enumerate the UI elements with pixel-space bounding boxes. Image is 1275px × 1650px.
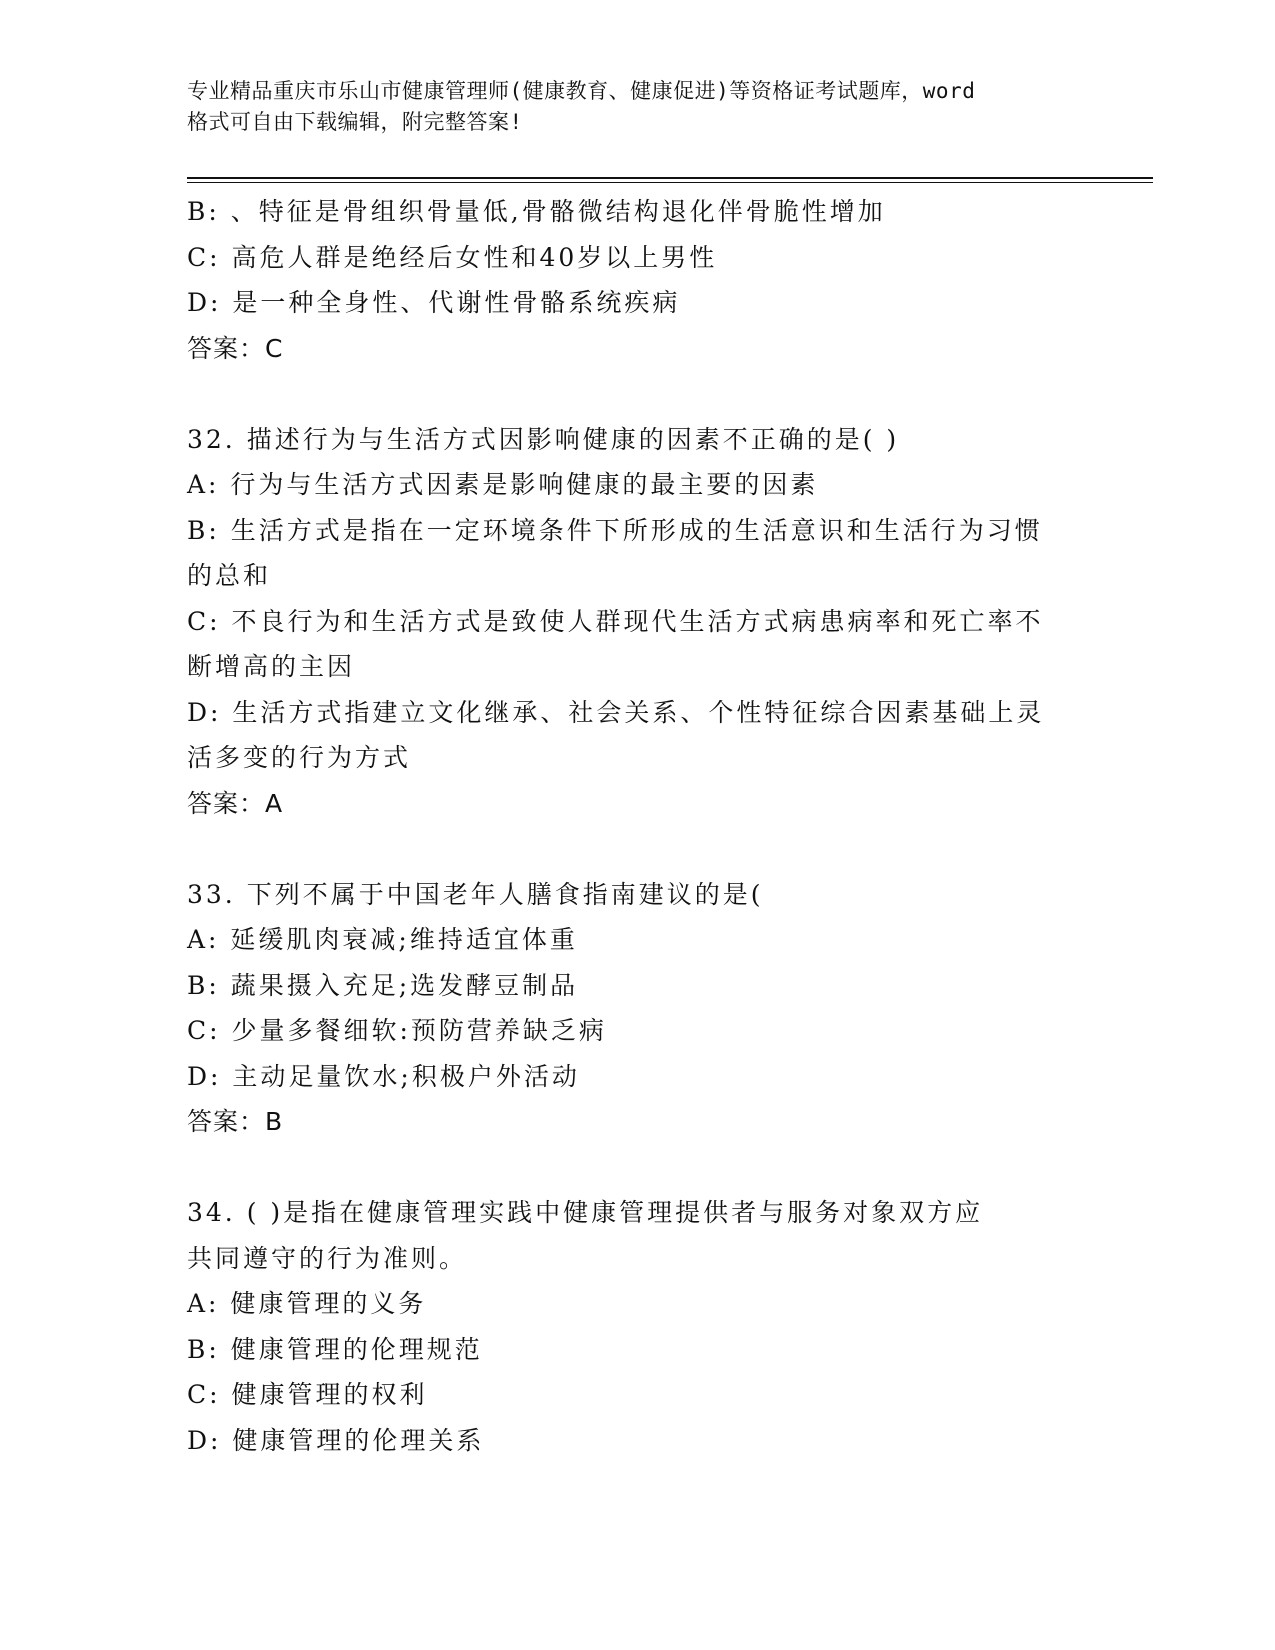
q32-option-d-line-2: 活多变的行为方式: [187, 743, 412, 772]
q33-option-b: B: 蔬果摄入充足;选发酵豆制品: [187, 970, 579, 1000]
q34-option-c: C: 健康管理的权利: [187, 1380, 428, 1409]
header-divider-thin: [187, 182, 1153, 183]
q32-option-c-line-1: C: 不良行为和生活方式是致使人群现代生活方式病患病率和死亡率不: [187, 606, 1044, 636]
question-list: [187, 189, 1087, 1463]
question-31-tail: [187, 189, 1087, 371]
q32-option-b-line-2: 的总和: [187, 561, 272, 590]
spacer: [187, 1145, 1087, 1191]
q33-stem: 33. 下列不属于中国老年人膳食指南建议的是(: [187, 879, 764, 909]
question-32: [187, 417, 1087, 827]
q34-option-b: B: 健康管理的伦理规范: [187, 1334, 483, 1364]
q31-option-b: B: 、特征是骨组织骨量低,骨骼微结构退化伴骨脆性增加: [187, 197, 886, 226]
q34-option-d: D: 健康管理的伦理关系: [187, 1425, 485, 1455]
q32-option-c-line-2: 断增高的主因: [187, 652, 356, 681]
q32-stem: 32. 描述行为与生活方式因影响健康的因素不正确的是( ): [187, 424, 900, 454]
q33-option-c: C: 少量多餐细软:预防营养缺乏病: [187, 1016, 607, 1045]
q33-option-a: A: 延缓肌肉衰减;维持适宜体重: [187, 925, 578, 954]
question-33: [187, 872, 1087, 1145]
q34-stem-line-2: 共同遵守的行为准则。: [187, 1243, 468, 1273]
q32-answer: 答案：A: [187, 788, 284, 818]
q34-option-a: A: 健康管理的义务: [187, 1289, 427, 1318]
q31-option-d: D: 是一种全身性、代谢性骨骼系统疾病: [187, 288, 681, 317]
q33-option-d: D: 主动足量饮水;积极户外活动: [187, 1061, 580, 1091]
header-divider-thick: [187, 177, 1153, 179]
header-line-1: 专业精品重庆市乐山市健康管理师(健康教育、健康促进)等资格证考试题库，word: [187, 79, 976, 103]
q32-option-d-line-1: D: 生活方式指建立文化继承、社会关系、个性特征综合因素基础上灵: [187, 697, 1045, 727]
spacer: [187, 371, 1087, 417]
q34-stem-line-1: 34. ( )是指在健康管理实践中健康管理提供者与服务对象双方应: [187, 1198, 984, 1227]
document-header: [187, 76, 1087, 138]
question-34: [187, 1190, 1087, 1463]
q31-option-c: C: 高危人群是绝经后女性和40岁以上男性: [187, 242, 718, 272]
spacer: [187, 826, 1087, 872]
q32-option-b-line-1: B: 生活方式是指在一定环境条件下所形成的生活意识和生活行为习惯: [187, 515, 1043, 545]
header-line-2: 格式可自由下载编辑，附完整答案!: [187, 110, 523, 134]
q32-option-a: A: 行为与生活方式因素是影响健康的最主要的因素: [187, 470, 819, 499]
q31-answer: 答案：C: [187, 333, 284, 363]
q33-answer: 答案：B: [187, 1107, 284, 1136]
